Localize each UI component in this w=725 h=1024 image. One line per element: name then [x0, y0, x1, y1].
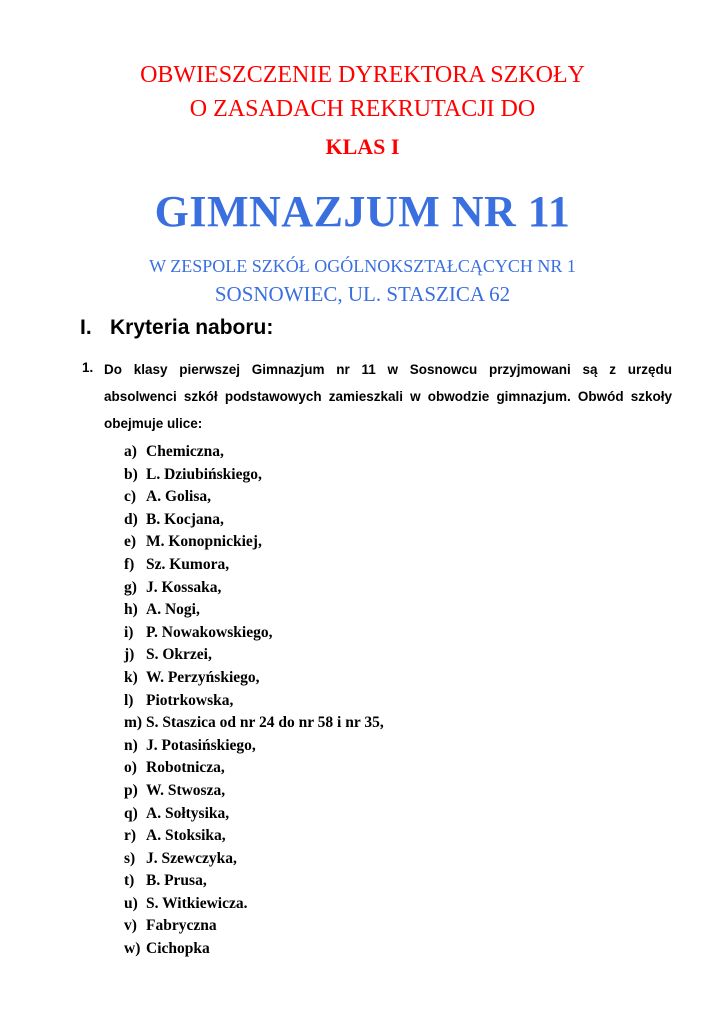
- list-item-street: S. Okrzei,: [146, 646, 212, 664]
- list-item: [124, 486, 384, 509]
- paragraph-line: obejmuje ulice:: [104, 416, 203, 431]
- list-item-letter: h): [124, 601, 138, 619]
- list-item-letter: j): [124, 646, 135, 664]
- list-item-letter: u): [124, 894, 138, 912]
- list-item: [124, 554, 384, 577]
- header-line-1: OBWIESZCZENIE DYREKTORA SZKOŁY: [140, 62, 585, 88]
- list-item-street: A. Stoksika,: [146, 827, 226, 845]
- list-item: [124, 893, 384, 916]
- list-item-letter: v): [124, 917, 137, 935]
- section-title: Kryteria naboru:: [110, 316, 274, 339]
- list-item-letter: c): [124, 488, 137, 506]
- list-item-street: S. Witkiewicza.: [146, 894, 248, 912]
- list-item-street: W. Stwosza,: [146, 781, 226, 799]
- list-item-letter: n): [124, 736, 138, 754]
- list-item-street: L. Dziubińskiego,: [146, 465, 262, 483]
- list-item-letter: m): [124, 714, 143, 732]
- list-item: [124, 915, 384, 938]
- list-item: [124, 644, 384, 667]
- list-item-street: Fabryczna: [146, 917, 217, 935]
- list-item: [124, 531, 384, 554]
- list-item: [124, 622, 384, 645]
- list-item-street: Piotrkowska,: [146, 691, 234, 709]
- list-item-letter: w): [124, 940, 141, 958]
- header-line-3: KLAS I: [325, 134, 400, 159]
- list-item: [124, 870, 384, 893]
- list-item-street: A. Nogi,: [146, 601, 200, 619]
- list-item-letter: s): [124, 849, 136, 867]
- list-item: [124, 825, 384, 848]
- list-item-letter: r): [124, 827, 137, 845]
- list-item: [124, 667, 384, 690]
- list-item: [124, 509, 384, 532]
- list-item-letter: f): [124, 555, 135, 573]
- school-address: SOSNOWIEC, UL. STASZICA 62: [214, 282, 511, 306]
- list-item: [124, 848, 384, 871]
- list-item-street: Sz. Kumora,: [146, 555, 230, 573]
- list-item: [124, 577, 384, 600]
- list-item-street: A. Golisa,: [146, 488, 212, 506]
- street-list: [124, 441, 384, 961]
- list-item-street: B. Kocjana,: [146, 510, 224, 528]
- school-subtitle-1: W ZESPOLE SZKÓŁ OGÓLNOKSZTAŁCĄCYCH NR 1: [149, 256, 576, 276]
- list-item-letter: p): [124, 781, 138, 799]
- list-item-street: Robotnicza,: [146, 759, 225, 777]
- list-item-street: J. Szewczyka,: [146, 849, 237, 867]
- list-item: [124, 712, 384, 735]
- header-line-2: O ZASADACH REKRUTACJI DO: [189, 96, 536, 122]
- list-item-street: B. Prusa,: [146, 872, 207, 890]
- list-item-letter: d): [124, 510, 138, 528]
- list-item: [124, 464, 384, 487]
- list-item: [124, 735, 384, 758]
- paragraph-line: absolwenci szkół podstawowych zamieszkali w obwodzie gimnazjum. Obwód szkoły: [104, 389, 672, 404]
- list-item-street: Chemiczna,: [146, 443, 224, 460]
- list-item: [124, 803, 384, 826]
- list-item-street: J. Kossaka,: [146, 578, 222, 596]
- paragraph-line: Do klasy pierwszej Gimnazjum nr 11 w Sosnowcu przyjmowani są z urzędu: [104, 362, 672, 377]
- list-item-street: M. Konopnickiej,: [146, 533, 262, 551]
- list-item-letter: o): [124, 759, 137, 777]
- list-item: [124, 938, 384, 961]
- list-item-street: Cichopka: [146, 940, 210, 958]
- section-heading: [80, 316, 273, 340]
- list-item-letter: e): [124, 533, 137, 551]
- list-item-letter: b): [124, 465, 138, 483]
- list-item-street: J. Potasińskiego,: [146, 736, 256, 754]
- item-number: 1.: [82, 360, 94, 375]
- list-item: [124, 690, 384, 713]
- list-item-letter: t): [124, 872, 135, 890]
- list-item-street: A. Sołtysika,: [146, 804, 230, 822]
- list-item: [124, 757, 384, 780]
- section-number: I.: [80, 316, 92, 339]
- list-item-street: S. Staszica od nr 24 do nr 58 i nr 35,: [146, 714, 384, 732]
- list-item-letter: q): [124, 804, 138, 822]
- list-item-street: P. Nowakowskiego,: [146, 623, 273, 641]
- list-item: [124, 441, 384, 464]
- list-item-letter: g): [124, 578, 137, 596]
- list-item-letter: k): [124, 668, 138, 686]
- list-item: [124, 599, 384, 622]
- list-item-letter: i): [124, 623, 134, 641]
- list-item-letter: a): [124, 443, 137, 460]
- list-item: [124, 780, 384, 803]
- list-item-letter: l): [124, 691, 134, 709]
- school-title: GIMNAZJUM NR 11: [154, 187, 571, 236]
- list-item-street: W. Perzyńskiego,: [146, 668, 260, 686]
- item-paragraph: [104, 356, 672, 437]
